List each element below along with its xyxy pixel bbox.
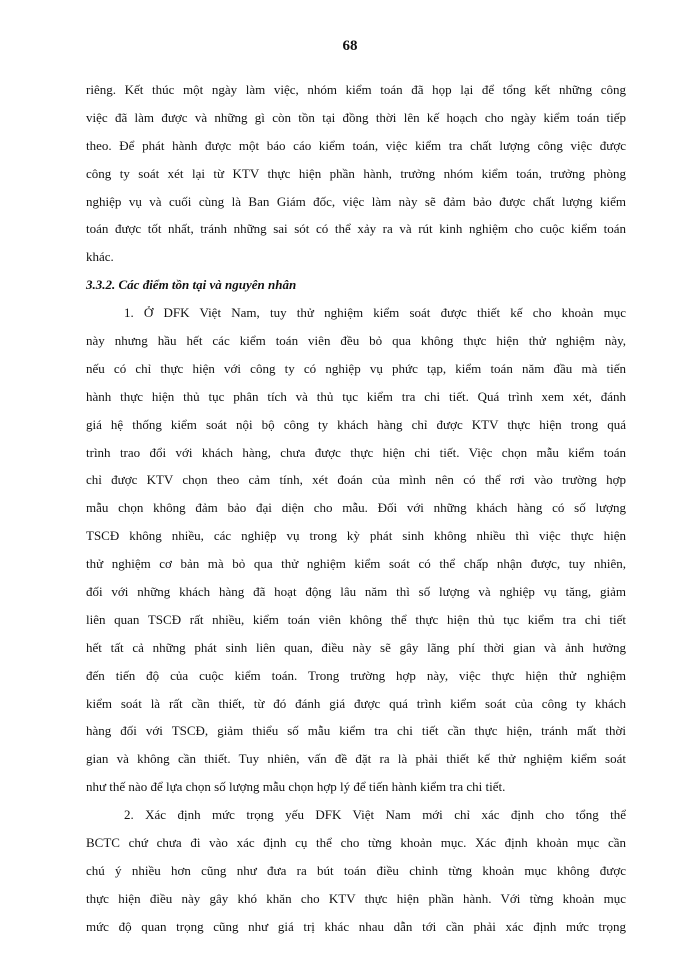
text-line: nghiệp vụ và cuối cùng là Ban Giám đốc, việc làm này sẽ đảm bảo được chất lượng kiểm (86, 193, 626, 209)
text-line: TSCĐ không nhiều, các nghiệp vụ trong kỳ phát sinh không nhiều thì việc thực hiện (86, 528, 626, 544)
text-line: hành thực hiện thủ tục phân tích và thủ tục kiểm tra chi tiết. Quá trình xem xét, đánh (86, 388, 626, 404)
text-line: mức độ quan trọng cũng như giá trị khác nhau dẫn tới cần phải xác định mức trọng (86, 918, 626, 934)
text-line: liên quan TSCĐ rất nhiều, kiểm toán viên không thể thực hiện thủ tục kiểm tra chi tiết (86, 611, 626, 627)
text-line: đến tiến độ của cuộc kiểm toán. Trong trường hợp này, việc thực hiện thử nghiệm (86, 667, 626, 683)
text-line: nếu có chỉ thực hiện với công ty có nghiệp vụ phức tạp, kiểm toán năm đầu mà tiến (86, 360, 626, 376)
text-line: hàng đối với TSCĐ, giảm thiểu số mẫu kiểm tra chi tiết cần thực hiện, tránh mất thời (86, 723, 626, 739)
text-line: theo. Để phát hành được một báo cáo kiểm toán, việc kiểm tra chất lượng công việc được (86, 137, 626, 153)
text-line: công ty soát xét lại từ KTV thực hiện phần hành, trưởng nhóm kiểm toán, trưởng phòng (86, 165, 626, 181)
section-heading: 3.3.2. Các điểm tồn tại và nguyên nhân (86, 277, 297, 293)
text-line: 2. Xác định mức trọng yếu DFK Việt Nam mới chỉ xác định cho tổng thể (124, 807, 626, 823)
text-line: mẫu chọn không đảm bảo đại diện cho mẫu. Đối với những khách hàng có số lượng (86, 500, 626, 516)
text-line: thực hiện điều này gây khó khăn cho KTV thực hiện phần hành. Với từng khoản mục (86, 890, 626, 906)
text-line: toán được tốt nhất, tránh những sai sót có thể xảy ra và rút kinh nghiệm cho cuộc kiểm toán (86, 221, 626, 237)
text-line: giá hệ thống kiểm soát nội bộ công ty khách hàng chỉ được KTV thực hiện trong quá (86, 416, 626, 432)
text-line: thử nghiệm cơ bản mà bỏ qua thử nghiệm kiểm soát có thể chấp nhận được, tuy nhiên, (86, 556, 626, 572)
text-line: BCTC chứ chưa đi vào xác định cụ thể cho từng khoản mục. Xác định khoản mục cần (86, 835, 626, 851)
text-line: đối với những khách hàng đã hoạt động lâu năm thì số lượng và nghiệp vụ tăng, giảm (86, 584, 626, 600)
page-number: 68 (342, 38, 358, 54)
text-line: việc đã làm được và những gì còn tồn tại đồng thời lên kế hoạch cho ngày kiểm toán tiếp (86, 109, 626, 125)
text-line: kiểm soát là rất cần thiết, từ đó đánh giá được quá trình kiểm soát của công ty khách (86, 695, 626, 711)
paragraph-2 (86, 299, 626, 801)
text-line: gian và không cần thiết. Tuy nhiên, vấn đề đặt ra là phải thiết kế thử nghiệm kiểm soát (86, 751, 626, 767)
document-body (86, 76, 626, 941)
text-line: chỉ được KTV chọn theo cảm tính, xét đoán của mình nên có thể rơi vào trường hợp (86, 472, 626, 488)
paragraph-1 (86, 76, 626, 271)
paragraph-3 (86, 801, 626, 940)
text-line: như thế nào để lựa chọn số lượng mẫu chọn hợp lý để tiến hành kiểm tra chi tiết. (86, 779, 506, 795)
text-line: trình trao đổi với khách hàng, chưa được thực hiện chi tiết. Việc chọn mẫu kiểm toán (86, 444, 626, 460)
text-line: chú ý nhiều hơn cũng như đưa ra bút toán điều chỉnh từng khoản mục không được (86, 862, 626, 878)
text-line: hết tất cả những phát sinh liên quan, điều này sẽ gây lãng phí thời gian và ảnh hưởng (86, 639, 626, 655)
text-line: khác. (86, 249, 114, 265)
text-line: này nhưng hầu hết các kiểm toán viên đều bỏ qua không thực hiện thử nghiệm này, (86, 333, 626, 349)
text-line: riêng. Kết thúc một ngày làm việc, nhóm kiểm toán đã họp lại để tổng kết những công (86, 82, 626, 97)
text-line: 1. Ở DFK Việt Nam, tuy thử nghiệm kiểm soát được thiết kế cho khoản mục (124, 305, 626, 321)
